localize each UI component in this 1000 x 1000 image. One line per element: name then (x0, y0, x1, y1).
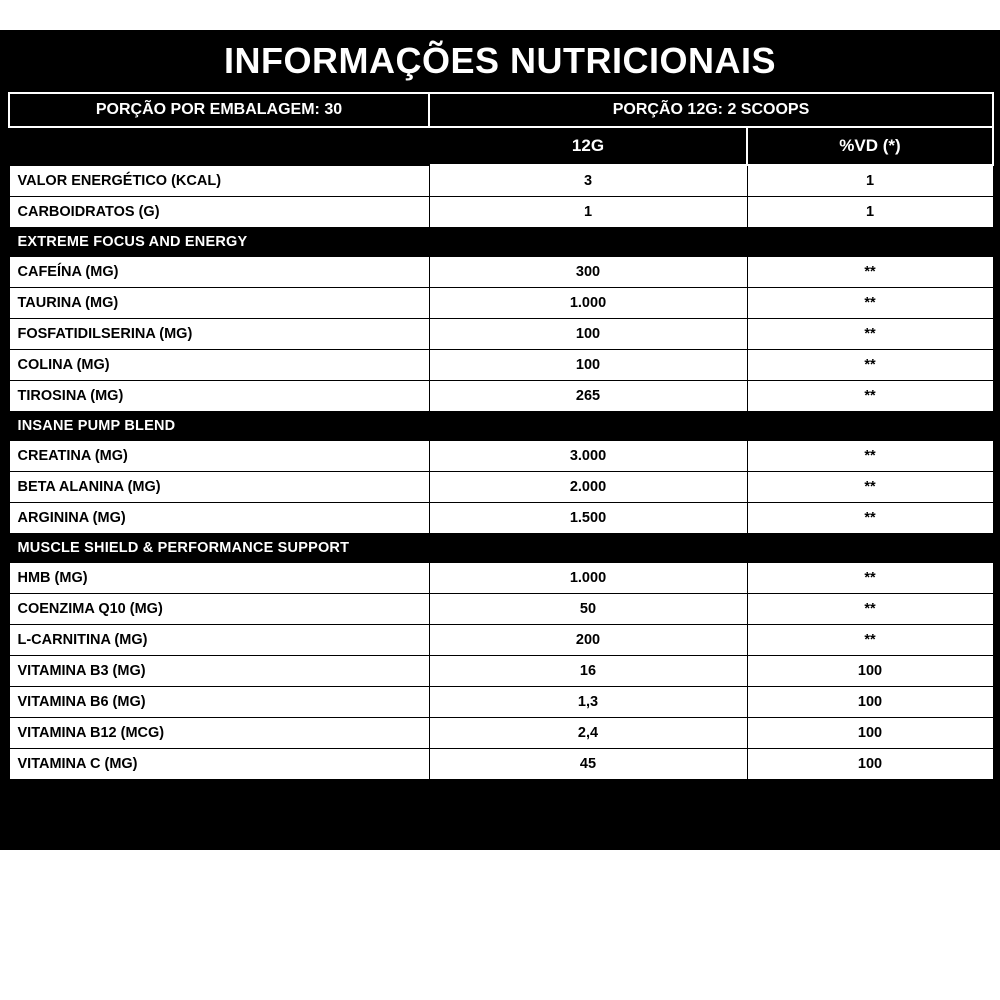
table-row (9, 687, 993, 718)
page-title: INFORMAÇÕES NUTRICIONAIS (224, 40, 776, 81)
table-row (9, 381, 993, 412)
nutrient-name: BETA ALANINA (MG) (9, 472, 429, 503)
column-header-dv: %VD (*) (747, 127, 993, 165)
nutrient-amount: 2,4 (429, 718, 747, 749)
nutrient-name: CREATINA (MG) (9, 441, 429, 472)
nutrient-name: VITAMINA B6 (MG) (9, 687, 429, 718)
nutrient-amount: 1,3 (429, 687, 747, 718)
table-section-header (9, 534, 993, 563)
nutrient-daily-value: ** (747, 503, 993, 534)
table-row (9, 288, 993, 319)
nutrient-name: VITAMINA B3 (MG) (9, 656, 429, 687)
nutrient-amount: 3.000 (429, 441, 747, 472)
nutrient-amount: 1.000 (429, 288, 747, 319)
nutrient-name: VITAMINA B12 (MCG) (9, 718, 429, 749)
serving-info-row (9, 93, 993, 127)
table-row (9, 718, 993, 749)
nutrient-name: HMB (MG) (9, 563, 429, 594)
nutrient-amount: 1.500 (429, 503, 747, 534)
nutrient-daily-value: ** (747, 563, 993, 594)
column-header-blank (9, 127, 429, 165)
table-row (9, 257, 993, 288)
section-label: INSANE PUMP BLEND (9, 412, 993, 441)
nutrient-daily-value: 100 (747, 656, 993, 687)
table-row (9, 503, 993, 534)
nutrient-daily-value: ** (747, 472, 993, 503)
nutrition-facts-panel (0, 30, 1000, 850)
nutrient-name: COLINA (MG) (9, 350, 429, 381)
nutrient-amount: 265 (429, 381, 747, 412)
table-row (9, 441, 993, 472)
nutrient-amount: 1 (429, 197, 747, 228)
table-row (9, 472, 993, 503)
nutrient-daily-value: 1 (747, 165, 993, 197)
nutrient-daily-value: ** (747, 288, 993, 319)
nutrient-amount: 2.000 (429, 472, 747, 503)
nutrition-table (8, 92, 994, 780)
panel-bottom-padding (0, 780, 1000, 786)
column-header-row (9, 127, 993, 165)
nutrient-name: CAFEÍNA (MG) (9, 257, 429, 288)
nutrition-table-wrapper (8, 92, 992, 780)
table-row (9, 165, 993, 197)
nutrient-name: FOSFATIDILSERINA (MG) (9, 319, 429, 350)
table-row (9, 656, 993, 687)
section-label: MUSCLE SHIELD & PERFORMANCE SUPPORT (9, 534, 993, 563)
nutrient-daily-value: ** (747, 441, 993, 472)
nutrition-rows (9, 165, 993, 780)
nutrient-amount: 1.000 (429, 563, 747, 594)
nutrient-amount: 300 (429, 257, 747, 288)
nutrient-name: VITAMINA C (MG) (9, 749, 429, 780)
nutrient-daily-value: ** (747, 381, 993, 412)
table-section-header (9, 228, 993, 257)
nutrient-daily-value: ** (747, 350, 993, 381)
nutrient-daily-value: ** (747, 594, 993, 625)
nutrient-daily-value: 100 (747, 718, 993, 749)
table-row (9, 594, 993, 625)
nutrient-amount: 200 (429, 625, 747, 656)
nutrient-name: TAURINA (MG) (9, 288, 429, 319)
table-row (9, 350, 993, 381)
nutrient-amount: 3 (429, 165, 747, 197)
nutrient-amount: 16 (429, 656, 747, 687)
nutrient-name: VALOR ENERGÉTICO (KCAL) (9, 165, 429, 197)
nutrient-name: CARBOIDRATOS (G) (9, 197, 429, 228)
nutrient-amount: 100 (429, 350, 747, 381)
table-row (9, 749, 993, 780)
table-row (9, 197, 993, 228)
servings-per-container: PORÇÃO POR EMBALAGEM: 30 (9, 93, 429, 127)
section-label: EXTREME FOCUS AND ENERGY (9, 228, 993, 257)
nutrient-daily-value: 1 (747, 197, 993, 228)
nutrient-name: TIROSINA (MG) (9, 381, 429, 412)
nutrient-name: COENZIMA Q10 (MG) (9, 594, 429, 625)
nutrient-amount: 100 (429, 319, 747, 350)
nutrient-amount: 45 (429, 749, 747, 780)
nutrient-daily-value: ** (747, 257, 993, 288)
table-section-header (9, 412, 993, 441)
panel-title-bar (0, 30, 1000, 92)
table-row (9, 625, 993, 656)
table-row (9, 563, 993, 594)
nutrient-daily-value: 100 (747, 687, 993, 718)
column-header-amount: 12G (429, 127, 747, 165)
table-row (9, 319, 993, 350)
nutrient-name: ARGININA (MG) (9, 503, 429, 534)
serving-size: PORÇÃO 12G: 2 SCOOPS (429, 93, 993, 127)
nutrient-daily-value: ** (747, 319, 993, 350)
nutrient-amount: 50 (429, 594, 747, 625)
nutrient-daily-value: ** (747, 625, 993, 656)
nutrient-name: L-CARNITINA (MG) (9, 625, 429, 656)
nutrient-daily-value: 100 (747, 749, 993, 780)
